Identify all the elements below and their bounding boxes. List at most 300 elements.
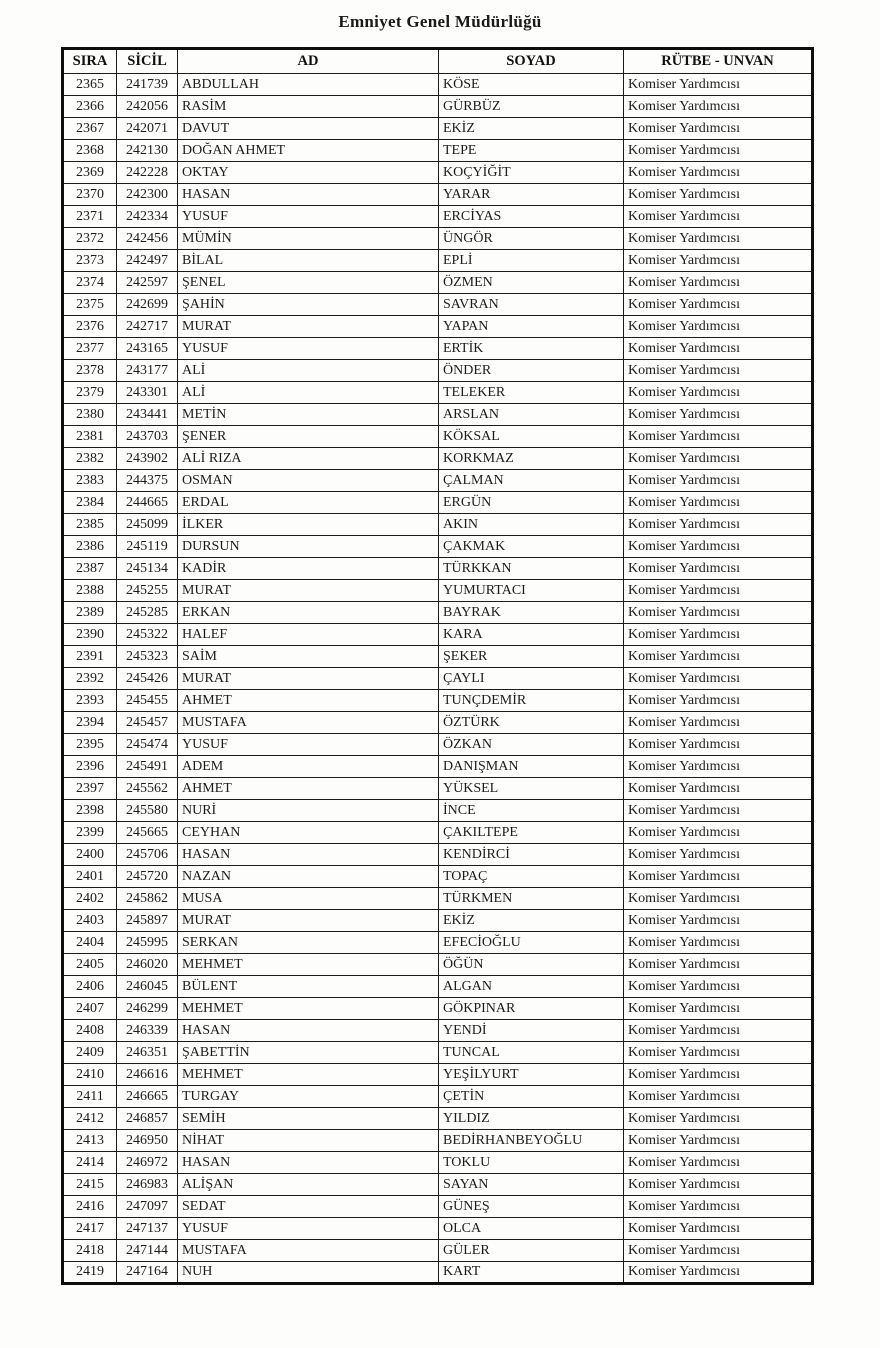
cell-sicil: 245426 (117, 668, 178, 690)
table-row (63, 118, 813, 140)
cell-sicil: 246983 (117, 1174, 178, 1196)
cell-ad: SERKAN (178, 932, 439, 954)
table-row (63, 1108, 813, 1130)
cell-soyad: ÜNGÖR (439, 228, 624, 250)
page-title: Emniyet Genel Müdürlüğü (338, 12, 542, 31)
cell-rutbe: Komiser Yardımcısı (624, 756, 813, 778)
cell-sira: 2410 (63, 1064, 117, 1086)
table-row (63, 1130, 813, 1152)
table-row (63, 822, 813, 844)
cell-sira: 2371 (63, 206, 117, 228)
cell-sira: 2396 (63, 756, 117, 778)
cell-sira: 2401 (63, 866, 117, 888)
cell-sira: 2406 (63, 976, 117, 998)
table-row (63, 382, 813, 404)
cell-rutbe: Komiser Yardımcısı (624, 976, 813, 998)
cell-rutbe: Komiser Yardımcısı (624, 74, 813, 96)
table-row (63, 998, 813, 1020)
cell-ad: AHMET (178, 690, 439, 712)
cell-sicil: 245562 (117, 778, 178, 800)
cell-sira: 2387 (63, 558, 117, 580)
cell-sira: 2404 (63, 932, 117, 954)
cell-sicil: 242334 (117, 206, 178, 228)
cell-sicil: 243902 (117, 448, 178, 470)
cell-ad: MEHMET (178, 954, 439, 976)
cell-sicil: 245862 (117, 888, 178, 910)
cell-ad: ALİŞAN (178, 1174, 439, 1196)
cell-sira: 2409 (63, 1042, 117, 1064)
cell-sira: 2380 (63, 404, 117, 426)
cell-sira: 2366 (63, 96, 117, 118)
cell-sira: 2376 (63, 316, 117, 338)
cell-ad: SEMİH (178, 1108, 439, 1130)
cell-rutbe: Komiser Yardımcısı (624, 1218, 813, 1240)
table-row (63, 1262, 813, 1284)
cell-ad: MUSA (178, 888, 439, 910)
cell-sicil: 247137 (117, 1218, 178, 1240)
cell-soyad: YARAR (439, 184, 624, 206)
cell-soyad: KORKMAZ (439, 448, 624, 470)
cell-sicil: 242597 (117, 272, 178, 294)
cell-rutbe: Komiser Yardımcısı (624, 712, 813, 734)
cell-soyad: ÖĞÜN (439, 954, 624, 976)
cell-ad: NİHAT (178, 1130, 439, 1152)
cell-sicil: 245322 (117, 624, 178, 646)
table-row (63, 74, 813, 96)
cell-sira: 2392 (63, 668, 117, 690)
cell-sira: 2395 (63, 734, 117, 756)
table-row (63, 360, 813, 382)
cell-soyad: EKİZ (439, 118, 624, 140)
cell-sira: 2405 (63, 954, 117, 976)
cell-ad: YUSUF (178, 1218, 439, 1240)
cell-ad: MURAT (178, 910, 439, 932)
cell-ad: MEHMET (178, 998, 439, 1020)
cell-rutbe: Komiser Yardımcısı (624, 118, 813, 140)
cell-rutbe: Komiser Yardımcısı (624, 1196, 813, 1218)
cell-sira: 2381 (63, 426, 117, 448)
cell-sicil: 245706 (117, 844, 178, 866)
cell-ad: OSMAN (178, 470, 439, 492)
cell-soyad: ÖNDER (439, 360, 624, 382)
cell-soyad: GÜNEŞ (439, 1196, 624, 1218)
cell-ad: MUSTAFA (178, 1240, 439, 1262)
cell-rutbe: Komiser Yardımcısı (624, 536, 813, 558)
cell-sira: 2398 (63, 800, 117, 822)
cell-sira: 2388 (63, 580, 117, 602)
table-row (63, 228, 813, 250)
cell-sicil: 242456 (117, 228, 178, 250)
cell-sira: 2370 (63, 184, 117, 206)
cell-soyad: TUNCAL (439, 1042, 624, 1064)
cell-ad: MEHMET (178, 1064, 439, 1086)
cell-sira: 2375 (63, 294, 117, 316)
table-row (63, 404, 813, 426)
cell-sicil: 242228 (117, 162, 178, 184)
cell-sicil: 243441 (117, 404, 178, 426)
cell-sicil: 246339 (117, 1020, 178, 1042)
cell-sira: 2390 (63, 624, 117, 646)
cell-soyad: KOÇYİĞİT (439, 162, 624, 184)
table-row (63, 866, 813, 888)
header-row (63, 49, 813, 74)
table-row (63, 514, 813, 536)
cell-rutbe: Komiser Yardımcısı (624, 382, 813, 404)
cell-soyad: KARA (439, 624, 624, 646)
cell-soyad: ERGÜN (439, 492, 624, 514)
cell-sira: 2419 (63, 1262, 117, 1284)
cell-sira: 2379 (63, 382, 117, 404)
cell-sicil: 242497 (117, 250, 178, 272)
cell-rutbe: Komiser Yardımcısı (624, 140, 813, 162)
cell-sira: 2400 (63, 844, 117, 866)
table-row (63, 492, 813, 514)
cell-sicil: 245119 (117, 536, 178, 558)
cell-sicil: 241739 (117, 74, 178, 96)
cell-soyad: ÇAKILTEPE (439, 822, 624, 844)
cell-soyad: GÜLER (439, 1240, 624, 1262)
table-row (63, 272, 813, 294)
cell-soyad: ÇALMAN (439, 470, 624, 492)
table-row (63, 558, 813, 580)
cell-rutbe: Komiser Yardımcısı (624, 558, 813, 580)
cell-sira: 2411 (63, 1086, 117, 1108)
cell-soyad: SAVRAN (439, 294, 624, 316)
cell-sira: 2412 (63, 1108, 117, 1130)
cell-sira: 2408 (63, 1020, 117, 1042)
cell-ad: HASAN (178, 844, 439, 866)
cell-soyad: ERTİK (439, 338, 624, 360)
cell-ad: ŞAHİN (178, 294, 439, 316)
table-row (63, 602, 813, 624)
table-header (63, 49, 813, 74)
header-ad: AD (178, 49, 439, 74)
cell-rutbe: Komiser Yardımcısı (624, 1130, 813, 1152)
table-row (63, 1086, 813, 1108)
cell-sicil: 245457 (117, 712, 178, 734)
cell-sicil: 246665 (117, 1086, 178, 1108)
header-soyad: SOYAD (439, 49, 624, 74)
cell-ad: ALİ RIZA (178, 448, 439, 470)
cell-sicil: 244375 (117, 470, 178, 492)
cell-ad: NUH (178, 1262, 439, 1284)
cell-soyad: TEPE (439, 140, 624, 162)
cell-rutbe: Komiser Yardımcısı (624, 250, 813, 272)
cell-sira: 2418 (63, 1240, 117, 1262)
cell-rutbe: Komiser Yardımcısı (624, 910, 813, 932)
table-row (63, 1218, 813, 1240)
cell-ad: BİLAL (178, 250, 439, 272)
cell-sira: 2378 (63, 360, 117, 382)
cell-sira: 2377 (63, 338, 117, 360)
cell-ad: AHMET (178, 778, 439, 800)
table-body (63, 74, 813, 1284)
cell-rutbe: Komiser Yardımcısı (624, 888, 813, 910)
table-row (63, 778, 813, 800)
cell-soyad: YENDİ (439, 1020, 624, 1042)
cell-soyad: ÇETİN (439, 1086, 624, 1108)
cell-soyad: TELEKER (439, 382, 624, 404)
cell-sicil: 245897 (117, 910, 178, 932)
cell-ad: NAZAN (178, 866, 439, 888)
cell-ad: HASAN (178, 1020, 439, 1042)
cell-ad: MÜMİN (178, 228, 439, 250)
cell-sicil: 243703 (117, 426, 178, 448)
cell-rutbe: Komiser Yardımcısı (624, 1064, 813, 1086)
table-row (63, 976, 813, 998)
cell-sira: 2394 (63, 712, 117, 734)
cell-rutbe: Komiser Yardımcısı (624, 866, 813, 888)
cell-rutbe: Komiser Yardımcısı (624, 360, 813, 382)
cell-sira: 2383 (63, 470, 117, 492)
cell-sicil: 245323 (117, 646, 178, 668)
cell-rutbe: Komiser Yardımcısı (624, 316, 813, 338)
table-row (63, 184, 813, 206)
cell-soyad: TOKLU (439, 1152, 624, 1174)
cell-sicil: 246972 (117, 1152, 178, 1174)
table-row (63, 536, 813, 558)
cell-ad: CEYHAN (178, 822, 439, 844)
cell-sira: 2399 (63, 822, 117, 844)
table-row (63, 734, 813, 756)
cell-sicil: 246299 (117, 998, 178, 1020)
table-row (63, 800, 813, 822)
cell-ad: SEDAT (178, 1196, 439, 1218)
table-row (63, 206, 813, 228)
cell-sira: 2384 (63, 492, 117, 514)
table-row (63, 1064, 813, 1086)
cell-soyad: KÖKSAL (439, 426, 624, 448)
cell-ad: ERDAL (178, 492, 439, 514)
cell-ad: YUSUF (178, 338, 439, 360)
cell-soyad: TOPAÇ (439, 866, 624, 888)
cell-rutbe: Komiser Yardımcısı (624, 1108, 813, 1130)
table-row (63, 1240, 813, 1262)
cell-rutbe: Komiser Yardımcısı (624, 580, 813, 602)
cell-soyad: ARSLAN (439, 404, 624, 426)
cell-rutbe: Komiser Yardımcısı (624, 404, 813, 426)
cell-rutbe: Komiser Yardımcısı (624, 1086, 813, 1108)
cell-ad: TURGAY (178, 1086, 439, 1108)
cell-rutbe: Komiser Yardımcısı (624, 1152, 813, 1174)
cell-sira: 2373 (63, 250, 117, 272)
cell-rutbe: Komiser Yardımcısı (624, 492, 813, 514)
cell-rutbe: Komiser Yardımcısı (624, 426, 813, 448)
cell-sicil: 245099 (117, 514, 178, 536)
cell-sira: 2385 (63, 514, 117, 536)
cell-soyad: YILDIZ (439, 1108, 624, 1130)
cell-ad: METİN (178, 404, 439, 426)
cell-ad: BÜLENT (178, 976, 439, 998)
cell-sicil: 247144 (117, 1240, 178, 1262)
cell-sira: 2415 (63, 1174, 117, 1196)
cell-sira: 2402 (63, 888, 117, 910)
cell-sicil: 245255 (117, 580, 178, 602)
cell-ad: DOĞAN AHMET (178, 140, 439, 162)
cell-rutbe: Komiser Yardımcısı (624, 206, 813, 228)
cell-sicil: 245455 (117, 690, 178, 712)
cell-soyad: GÜRBÜZ (439, 96, 624, 118)
cell-sicil: 242071 (117, 118, 178, 140)
cell-ad: DURSUN (178, 536, 439, 558)
cell-rutbe: Komiser Yardımcısı (624, 668, 813, 690)
table-row (63, 756, 813, 778)
cell-rutbe: Komiser Yardımcısı (624, 822, 813, 844)
cell-sicil: 246020 (117, 954, 178, 976)
cell-sicil: 243301 (117, 382, 178, 404)
table-row (63, 624, 813, 646)
cell-sicil: 246351 (117, 1042, 178, 1064)
header-sicil: SİCİL (117, 49, 178, 74)
cell-rutbe: Komiser Yardımcısı (624, 1240, 813, 1262)
cell-rutbe: Komiser Yardımcısı (624, 844, 813, 866)
table-row (63, 338, 813, 360)
cell-ad: RASİM (178, 96, 439, 118)
table-row (63, 250, 813, 272)
cell-ad: HASAN (178, 1152, 439, 1174)
cell-sira: 2417 (63, 1218, 117, 1240)
table-row (63, 1020, 813, 1042)
cell-ad: ALİ (178, 360, 439, 382)
table-row (63, 954, 813, 976)
cell-sira: 2382 (63, 448, 117, 470)
cell-sira: 2416 (63, 1196, 117, 1218)
cell-ad: MURAT (178, 316, 439, 338)
cell-sicil: 245134 (117, 558, 178, 580)
cell-sicil: 244665 (117, 492, 178, 514)
cell-rutbe: Komiser Yardımcısı (624, 162, 813, 184)
cell-sicil: 245665 (117, 822, 178, 844)
cell-ad: MURAT (178, 668, 439, 690)
cell-rutbe: Komiser Yardımcısı (624, 932, 813, 954)
cell-rutbe: Komiser Yardımcısı (624, 954, 813, 976)
cell-soyad: EKİZ (439, 910, 624, 932)
cell-soyad: EPLİ (439, 250, 624, 272)
cell-soyad: BEDİRHANBEYOĞLU (439, 1130, 624, 1152)
cell-rutbe: Komiser Yardımcısı (624, 294, 813, 316)
cell-ad: ALİ (178, 382, 439, 404)
cell-sicil: 243165 (117, 338, 178, 360)
cell-soyad: BAYRAK (439, 602, 624, 624)
cell-ad: HALEF (178, 624, 439, 646)
cell-sicil: 243177 (117, 360, 178, 382)
cell-rutbe: Komiser Yardımcısı (624, 602, 813, 624)
table-row (63, 844, 813, 866)
cell-rutbe: Komiser Yardımcısı (624, 1262, 813, 1284)
cell-soyad: YAPAN (439, 316, 624, 338)
cell-ad: HASAN (178, 184, 439, 206)
cell-rutbe: Komiser Yardımcısı (624, 272, 813, 294)
cell-rutbe: Komiser Yardımcısı (624, 690, 813, 712)
cell-ad: MUSTAFA (178, 712, 439, 734)
cell-sira: 2386 (63, 536, 117, 558)
cell-sicil: 247097 (117, 1196, 178, 1218)
table-row (63, 162, 813, 184)
cell-ad: ŞENEL (178, 272, 439, 294)
cell-sira: 2391 (63, 646, 117, 668)
cell-soyad: KENDİRCİ (439, 844, 624, 866)
table-row (63, 426, 813, 448)
cell-sira: 2369 (63, 162, 117, 184)
cell-sicil: 242699 (117, 294, 178, 316)
header-rutbe-unvan: RÜTBE - UNVAN (624, 49, 813, 74)
cell-soyad: ÖZKAN (439, 734, 624, 756)
cell-sicil: 245285 (117, 602, 178, 624)
cell-rutbe: Komiser Yardımcısı (624, 734, 813, 756)
table-row (63, 910, 813, 932)
cell-sicil: 242717 (117, 316, 178, 338)
cell-ad: YUSUF (178, 206, 439, 228)
cell-sira: 2413 (63, 1130, 117, 1152)
cell-rutbe: Komiser Yardımcısı (624, 1174, 813, 1196)
cell-sira: 2368 (63, 140, 117, 162)
cell-sicil: 245474 (117, 734, 178, 756)
cell-soyad: KART (439, 1262, 624, 1284)
cell-sicil: 246616 (117, 1064, 178, 1086)
cell-rutbe: Komiser Yardımcısı (624, 228, 813, 250)
table-row (63, 888, 813, 910)
table-row (63, 470, 813, 492)
cell-sira: 2374 (63, 272, 117, 294)
cell-soyad: OLCA (439, 1218, 624, 1240)
cell-rutbe: Komiser Yardımcısı (624, 184, 813, 206)
table-row (63, 932, 813, 954)
cell-rutbe: Komiser Yardımcısı (624, 338, 813, 360)
cell-soyad: KÖSE (439, 74, 624, 96)
cell-rutbe: Komiser Yardımcısı (624, 646, 813, 668)
cell-sicil: 245995 (117, 932, 178, 954)
table-row (63, 690, 813, 712)
cell-ad: ABDULLAH (178, 74, 439, 96)
cell-sicil: 242130 (117, 140, 178, 162)
table-row (63, 646, 813, 668)
cell-rutbe: Komiser Yardımcısı (624, 778, 813, 800)
cell-sira: 2365 (63, 74, 117, 96)
cell-soyad: TÜRKKAN (439, 558, 624, 580)
table-row (63, 96, 813, 118)
cell-ad: İLKER (178, 514, 439, 536)
cell-soyad: GÖKPINAR (439, 998, 624, 1020)
cell-soyad: ALGAN (439, 976, 624, 998)
cell-sicil: 245491 (117, 756, 178, 778)
cell-soyad: İNCE (439, 800, 624, 822)
cell-sira: 2403 (63, 910, 117, 932)
cell-ad: MURAT (178, 580, 439, 602)
cell-sicil: 242056 (117, 96, 178, 118)
cell-ad: ADEM (178, 756, 439, 778)
cell-sicil: 245720 (117, 866, 178, 888)
cell-sicil: 245580 (117, 800, 178, 822)
cell-sira: 2389 (63, 602, 117, 624)
personnel-table (61, 47, 814, 1285)
cell-soyad: AKIN (439, 514, 624, 536)
table-row (63, 294, 813, 316)
cell-ad: NURİ (178, 800, 439, 822)
table-row (63, 1174, 813, 1196)
table-row (63, 668, 813, 690)
cell-soyad: ÇAYLI (439, 668, 624, 690)
cell-soyad: YEŞİLYURT (439, 1064, 624, 1086)
table-row (63, 580, 813, 602)
table-row (63, 140, 813, 162)
cell-sicil: 246857 (117, 1108, 178, 1130)
cell-rutbe: Komiser Yardımcısı (624, 1042, 813, 1064)
cell-sicil: 246950 (117, 1130, 178, 1152)
cell-ad: YUSUF (178, 734, 439, 756)
cell-soyad: EFECİOĞLU (439, 932, 624, 954)
header-sira: SIRA (63, 49, 117, 74)
table-row (63, 316, 813, 338)
